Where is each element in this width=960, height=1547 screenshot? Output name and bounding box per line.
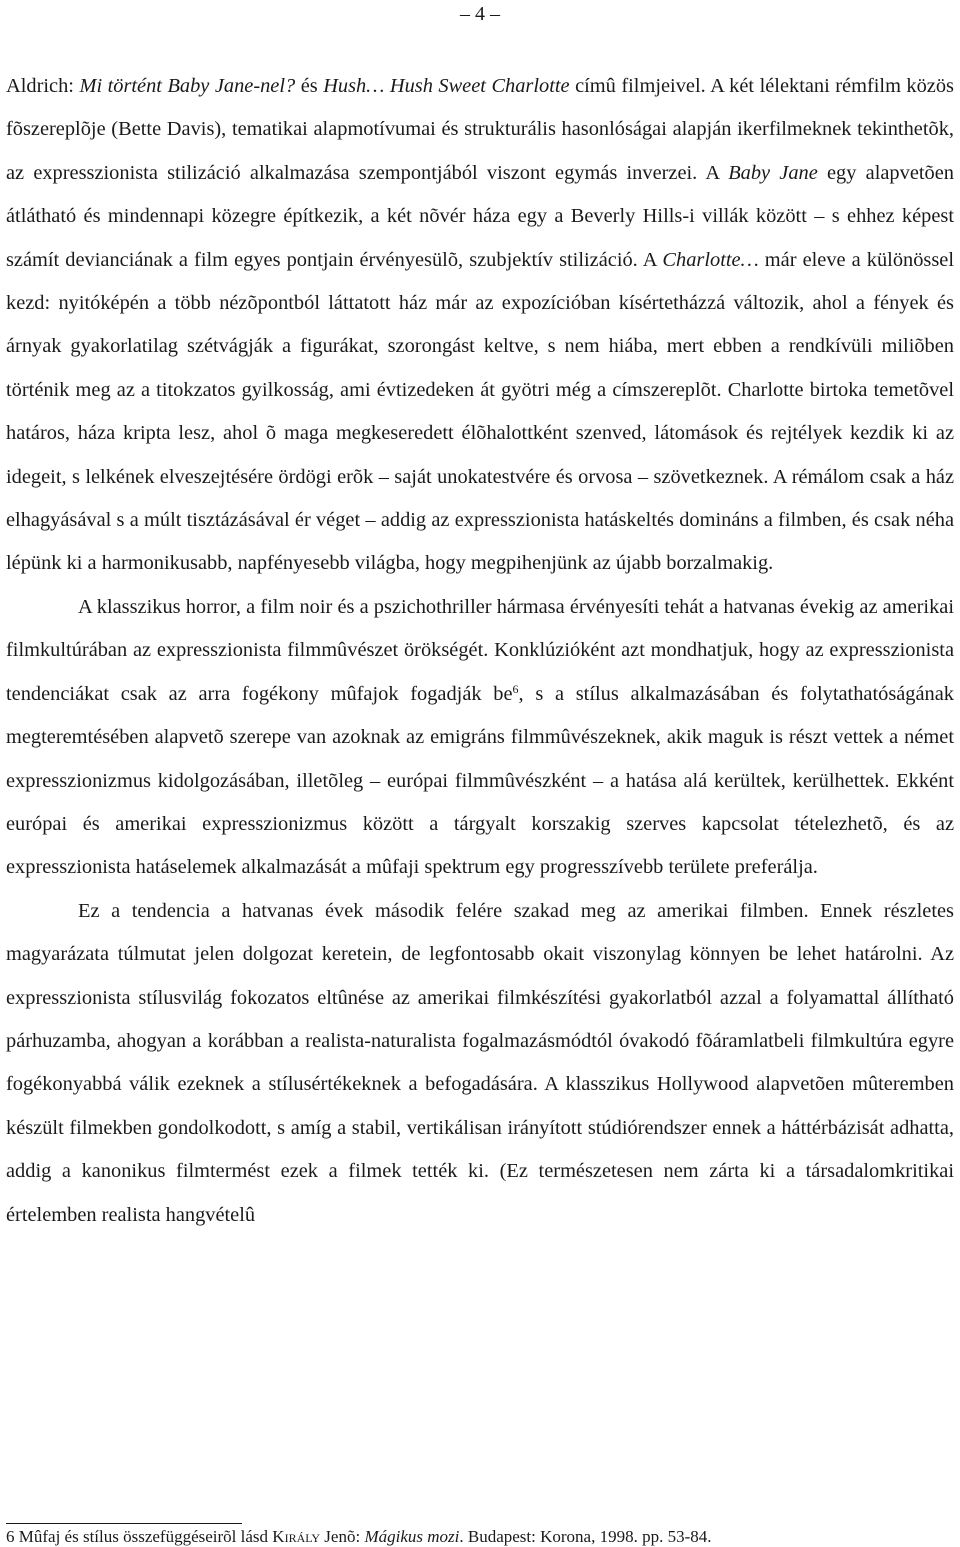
author-surname: Király xyxy=(272,1527,321,1546)
text-run: egy alapvetõen átlátható és mindennapi közegre építkezik, a két nõvér háza egy a Beverly Hills-i villák között – s ehhez képest számít devianciának a film egyes pontjain érvényesülõ, szubjektív stilizáció. A xyxy=(6,161,954,271)
book-title: Mágikus mozi xyxy=(364,1527,460,1546)
footnote xyxy=(6,1527,954,1547)
paragraph-3: Ez a tendencia a hatvanas évek második felére szakad meg az amerikai filmben. Ennek részletes magyarázata túlmutat jelen dolgozat keretein, de legfontosabb okait viszonylag könnyen be lehet határolni. Az expresszionista stílusvilág fokozatos eltûnése az amerikai filmkészítési gyakorlatból azzal a folyamattal állítható párhuzamba, ahogyan a korábban a realista-naturalista fogalmazásmódtól óvakodó fõáramlatbeli filmkultúra egyre fogékonyabbá válik ezeknek a stílusértékeknek a befogadására. A klasszikus Hollywood alapvetõen mûteremben készült filmekben gondolkodott, s amíg a stabil, vertikálisan irányított stúdiórendszer ennek a háttérbázisát adhatta, addig a kanonikus filmtermést ezek a filmek tették ki. (Ez természetesen nem zárta ki a társadalomkritikai értelemben realista hangvételû xyxy=(6,899,954,1226)
body-text xyxy=(6,65,954,1237)
film-title: Baby Jane xyxy=(728,161,818,184)
footnote-text: Jenõ: xyxy=(320,1527,365,1546)
footnote-separator xyxy=(6,1523,242,1524)
paragraph-1 xyxy=(6,65,954,586)
text-run: címû filmjeivel. A két lélektani rémfilm közös fõszereplõje (Bette Davis), tematikai alapmotívumai és strukturális hasonlóságai alapján ikerfilmeknek tekinthetõk, az expresszionista stilizáció alkalmazása szempontjából viszont egymás inverzei. A xyxy=(6,75,954,184)
footnote-text: 6 Mûfaj és stílus összefüggéseirõl lásd xyxy=(6,1527,273,1546)
footnote-text: . Budapest: Korona, 1998. pp. 53-84. xyxy=(459,1527,712,1546)
film-title: Mi történt Baby Jane-nel? xyxy=(79,75,296,97)
page-number: – 4 – xyxy=(460,3,500,25)
text-run: A klasszikus horror, a film noir és a pszichothriller hármasa érvényesíti tehát a hatvanas évekig az amerikai filmkultúrában az expresszionista filmmûvészet örökségét. Konklúzióként azt mondhatjuk, hogy az expresszionista tendenciákat csak az arra fogékony mûfajok fogadják be xyxy=(6,595,954,705)
film-title: Hush… Hush Sweet Charlotte xyxy=(323,75,570,97)
text-run: Aldrich: xyxy=(6,75,80,97)
text-run: , s a stílus alkalmazásában és folytathatóságának megteremtésében alapvetõ szerepe van azoknak az emigráns filmmûvészeknek, akik maguk is részt vettek a német expresszionizmus kidolgozásában, illetõleg – európai filmmûvészként – a hatása alá kerültek, kerülhettek. Ekként európai és amerikai expresszionizmus között a tárgyalt korszakig szerves kapcsolat tételezhetõ, és az expresszionista hatáselemek alkalmazását a mûfaji spektrum egy progresszívebb területe preferálja. xyxy=(6,682,954,879)
paragraph-2 xyxy=(6,586,954,890)
film-title: Charlotte… xyxy=(662,248,759,271)
text-run: már eleve a különössel kezd: nyitóképén a több nézõpontból láttatott ház már az expozícióban kísértetházzá változik, ahol a fények és árnyak gyakorlatilag szétvágják a figurákat, szorongást keltve, s nem hiába, mert ebben a rendkívüli miliõben történik meg az a titokzatos gyilkosság, ami évtizedeken át gyötri még a címszereplõt. Charlotte birtoka temetõvel határos, háza kripta lesz, ahol õ maga megkeseredett élõhalottként szenved, látomások és rejtélyek kezdik ki az idegeit, s lelkének elveszejtésére ördögi erõk – saját unokatestvére és orvosa – szövetkeznek. A rémálom csak a ház elhagyásával s a múlt tisztázásával ér véget – addig az expresszionista hatáskeltés domináns a filmben, és csak néha lépünk ki a harmonikusabb, napfényesebb világba, hogy megpihenjünk az újabb borzalmakig. xyxy=(6,248,954,575)
footnote-reference[interactable]: 6 xyxy=(512,681,519,696)
text-run: és xyxy=(295,75,324,97)
